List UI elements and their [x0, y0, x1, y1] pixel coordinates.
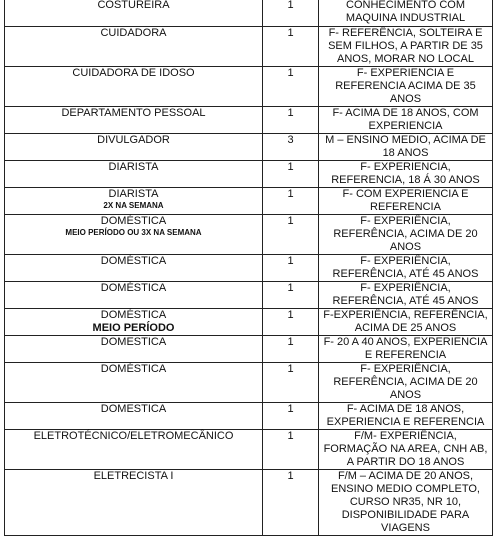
table-row — [5, 0, 493, 27]
job-title: DOMÉSTICA — [100, 215, 167, 227]
job-title: DIARISTA — [108, 188, 159, 200]
table-row — [5, 363, 493, 403]
vacancy-count: 1 — [263, 188, 319, 215]
job-title: DOMÉSTICA — [5, 255, 263, 282]
table-row — [5, 336, 493, 363]
vacancy-count: 1 — [263, 255, 319, 282]
job-title: DOMESTICA — [5, 403, 263, 430]
vacancy-count: 1 — [263, 363, 319, 403]
job-title: DOMESTICA — [5, 336, 263, 363]
job-title: DEPARTAMENTO PESSOAL — [5, 107, 263, 134]
job-title-cell — [5, 188, 263, 215]
table-row — [5, 134, 493, 161]
vacancy-count: 1 — [263, 309, 319, 336]
job-title: ELETRECISTA I — [5, 470, 263, 536]
vacancy-count: 1 — [263, 27, 319, 67]
table-row — [5, 282, 493, 309]
job-requirements: F/M – ACIMA DE 20 ANOS, ENSINO MEDIO COMPLETO, CURSO NR35, NR 10, DISPONIBILIDADE PARA VIAGENS — [319, 470, 493, 536]
job-requirements: F- EXPERIÊNCIA, REFERÊNCIA, ACIMA DE 20 ANOS — [319, 363, 493, 403]
vacancy-count: 1 — [263, 430, 319, 470]
vacancy-count: 1 — [263, 282, 319, 309]
job-title: DOMÉSTICA — [5, 282, 263, 309]
job-requirements: F-EXPERIÊNCIA, REFERÊNCIA, ACIMA DE 25 ANOS — [319, 309, 493, 336]
table-row — [5, 188, 493, 215]
job-title-cell — [5, 215, 263, 255]
job-schedule-note: MEIO PERÍODO — [92, 322, 175, 334]
table-row — [5, 107, 493, 134]
job-requirements: M – ENSINO MEDIO, ACIMA DE 18 ANOS — [319, 134, 493, 161]
job-requirements: F- EXPERIÊNCIA, REFERÊNCIA, ATÉ 45 ANOS — [319, 255, 493, 282]
table-row — [5, 27, 493, 67]
job-vacancies-table — [4, 0, 493, 536]
vacancy-count: 1 — [263, 470, 319, 536]
job-title: CUIDADORA — [5, 27, 263, 67]
job-requirements: F- EXPERIENCIA, REFERENCIA, 18 Á 30 ANOS — [319, 161, 493, 188]
job-title: DIVULGADOR — [5, 134, 263, 161]
vacancy-count: 1 — [263, 67, 319, 107]
job-title: DOMÉSTICA — [100, 309, 167, 321]
table-row — [5, 161, 493, 188]
job-title: ELETROTÉCNICO/ELETROMECÂNICO — [5, 430, 263, 470]
job-title: DOMÉSTICA — [5, 363, 263, 403]
job-requirements: F- COM EXPERIENCIA E REFERENCIA — [319, 188, 493, 215]
job-title: DIARISTA — [5, 161, 263, 188]
vacancy-count: 1 — [263, 336, 319, 363]
table-row — [5, 430, 493, 470]
vacancy-count: 1 — [263, 0, 319, 27]
table-row — [5, 215, 493, 255]
job-schedule-note: 2X NA SEMANA — [103, 201, 164, 210]
job-schedule-note: MEIO PERÍODO OU 3X NA SEMANA — [65, 228, 202, 237]
job-requirements: F- ACIMA DE 18 ANOS, COM EXPERIENCIA — [319, 107, 493, 134]
job-requirements: F- ACIMA DE 18 ANOS, EXPERIENCIA E REFERENCIA — [319, 403, 493, 430]
job-requirements: F- EXPERIÊNCIA, REFERÊNCIA, ACIMA DE 20 ANOS — [319, 215, 493, 255]
job-requirements: F- 20 A 40 ANOS, EXPERIENCIA E REFERENCIA — [319, 336, 493, 363]
job-requirements: CONHECIMENTO COM MAQUINA INDUSTRIAL — [319, 0, 493, 27]
vacancy-count: 1 — [263, 107, 319, 134]
vacancy-count: 1 — [263, 161, 319, 188]
table-row — [5, 255, 493, 282]
job-requirements: F- EXPERIENCIA E REFERENCIA ACIMA DE 35 ANOS — [319, 67, 493, 107]
job-title: CUIDADORA DE IDOSO — [5, 67, 263, 107]
job-title: COSTUREIRA — [5, 0, 263, 27]
job-title-cell — [5, 309, 263, 336]
table-row — [5, 67, 493, 107]
job-requirements: F- EXPERIÊNCIA, REFERÊNCIA, ATÉ 45 ANOS — [319, 282, 493, 309]
table-row — [5, 470, 493, 536]
vacancy-count: 3 — [263, 134, 319, 161]
job-requirements: F/M- EXPERIÊNCIA, FORMAÇÃO NA AREA, CNH AB, A PARTIR DO 18 ANOS — [319, 430, 493, 470]
vacancy-count: 1 — [263, 215, 319, 255]
table-row — [5, 309, 493, 336]
vacancy-count: 1 — [263, 403, 319, 430]
table-row — [5, 403, 493, 430]
job-requirements: F- REFERÊNCIA, SOLTEIRA E SEM FILHOS, A PARTIR DE 35 ANOS, MORAR NO LOCAL — [319, 27, 493, 67]
